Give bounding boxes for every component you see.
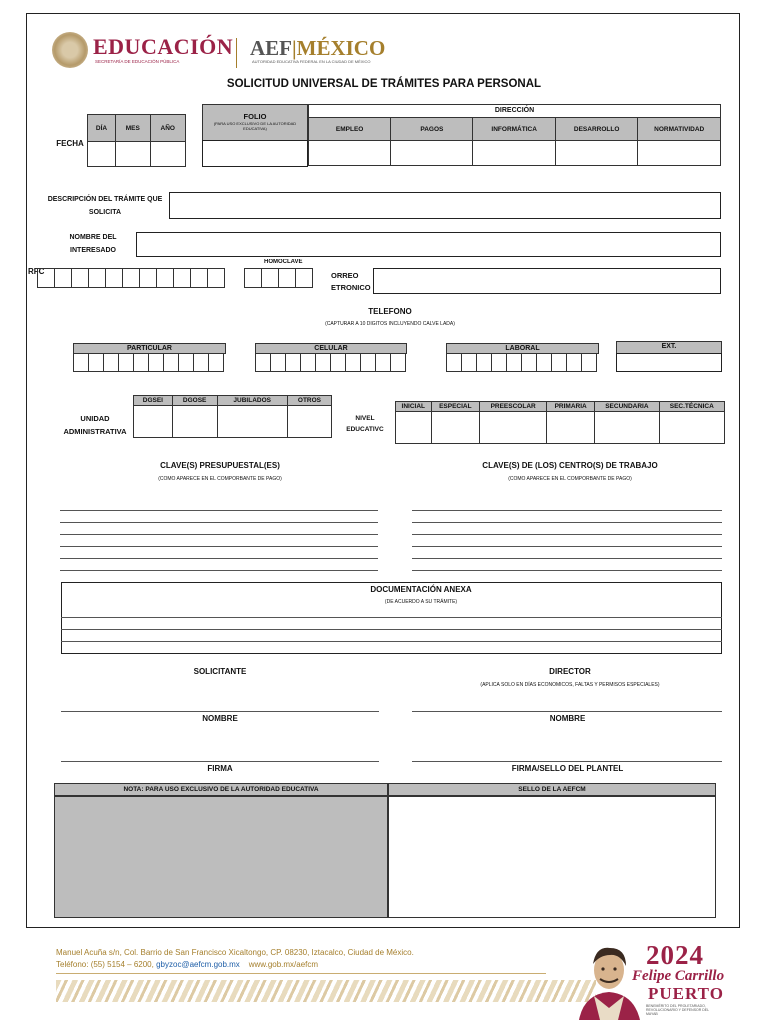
brand-mexico-text: MÉXICO	[296, 36, 386, 60]
dir-empleo-check[interactable]	[309, 141, 391, 166]
director-note: (APLICA SOLO EN DÍAS ECONOMICOS, FALTAS Y PERMISOS ESPECIALES)	[480, 682, 660, 688]
unidad-otros-check[interactable]	[287, 406, 331, 438]
clave-presupuestal-line[interactable]	[60, 534, 378, 535]
nombre-input[interactable]	[136, 232, 721, 257]
clave-presupuestal-line[interactable]	[60, 546, 378, 547]
nivel-inicial-check[interactable]	[396, 412, 432, 444]
sep-seal-icon	[52, 32, 88, 68]
brand-aef: AEF|MÉXICO	[250, 36, 386, 60]
telefono-note: (CAPTURAR A 10 DIGITOS INCLUYENDO CALVE LADA)	[325, 321, 455, 327]
documentacion-line[interactable]	[61, 641, 722, 642]
unidad-label-1: UNIDAD	[80, 414, 110, 423]
nota-right-header: SELLO DE LA AEFCM	[388, 783, 716, 796]
descripcion-label-1: DESCRIPCIÓN DEL TRÁMITE QUE	[47, 196, 163, 203]
dir-empleo: EMPLEO	[309, 118, 391, 141]
ext-label: EXT.	[616, 341, 722, 354]
footer-pattern	[56, 980, 596, 1002]
nivel-sec-tecnica: SEC.TÉCNICA	[659, 402, 724, 412]
fecha-dia: DÍA	[88, 115, 116, 142]
firma-right-label: FIRMA/SELLO DEL PLANTEL	[511, 764, 624, 773]
nombre-right-label: NOMBRE	[549, 714, 586, 723]
footer-web[interactable]: www.gob.mx/aefcm	[248, 960, 319, 969]
fecha-label: FECHA	[56, 139, 84, 148]
nivel-especial: ESPECIAL	[431, 402, 480, 412]
unidad-otros: OTROS	[287, 396, 331, 406]
correo-label-1: ORREO	[331, 271, 359, 280]
documentacion-label: DOCUMENTACIÓN ANEXA	[370, 585, 472, 594]
unidad-jubilados: JUBILADOS	[217, 396, 287, 406]
nombre-label-1: NOMBRE DEL	[69, 234, 117, 241]
nivel-inicial: INICIAL	[396, 402, 432, 412]
dir-normatividad: NORMATIVIDAD	[638, 118, 721, 141]
footer-address: Manuel Acuña s/n, Col. Barrio de San Francisco Xicaltongo, CP. 08230, Iztacalco, Ciudad de México.	[56, 948, 414, 957]
fecha-mes: MES	[115, 115, 150, 142]
solicitante-label: SOLICITANTE	[193, 667, 247, 676]
nivel-secundaria: SECUNDARIA	[595, 402, 659, 412]
footer-tag: BENEMÉRITO DEL PROLETARIADO, REVOLUCIONARIO Y DEFENSOR DEL MAYAB	[646, 1004, 709, 1016]
nombre-director-line[interactable]	[412, 711, 722, 712]
unidad-dgose-check[interactable]	[172, 406, 217, 438]
nivel-sec-tecnica-check[interactable]	[659, 412, 724, 444]
brand-aef-text: AEF	[250, 36, 292, 60]
telefono-label: TELEFONO	[368, 307, 412, 316]
dir-desarrollo: DESARROLLO	[555, 118, 637, 141]
fecha-ano: AÑO	[150, 115, 185, 142]
director-label: DIRECTOR	[549, 667, 591, 676]
documentacion-line[interactable]	[61, 617, 722, 618]
particular-label: PARTICULAR	[73, 343, 226, 354]
brand-educacion: EDUCACIÓN	[93, 34, 234, 59]
nivel-especial-check[interactable]	[431, 412, 480, 444]
celular-cells[interactable]	[256, 353, 406, 372]
rfc-label: RFC	[28, 267, 45, 276]
direccion-table	[308, 117, 721, 166]
particular-cells[interactable]	[74, 353, 224, 372]
homoclave-cells[interactable]	[245, 268, 313, 288]
footer-contact	[56, 960, 318, 969]
footer-name-1: Felipe Carrillo	[632, 968, 725, 984]
brand-aef-sub: AUTORIDAD EDUCATIVA FEDERAL EN LA CIUDAD DE MÉXICO	[252, 59, 371, 64]
nivel-preescolar: PREESCOLAR	[480, 402, 547, 412]
laboral-cells[interactable]	[447, 353, 597, 372]
fecha-ano-input[interactable]	[150, 142, 185, 167]
footer-year: 2024	[646, 940, 704, 970]
folio-header	[202, 104, 308, 141]
fecha-mes-input[interactable]	[115, 142, 150, 167]
nombre-solicitante-line[interactable]	[61, 711, 379, 712]
clave-centro-line[interactable]	[412, 558, 722, 559]
unidad-dgsei: DGSEI	[134, 396, 173, 406]
dir-informatica-check[interactable]	[473, 141, 555, 166]
direccion-header: DIRECCIÓN	[308, 104, 721, 118]
correo-input[interactable]	[373, 268, 721, 294]
folio-note: (PARA USO EXCLUSIVO DE LA AUTORIDAD EDUCATIVA)	[213, 121, 297, 131]
unidad-dgsei-check[interactable]	[134, 406, 173, 438]
folio-label: FOLIO	[243, 112, 267, 121]
correo-label-2: ETRONICO	[331, 283, 371, 292]
clave-presupuestal-line[interactable]	[60, 522, 378, 523]
folio-input[interactable]	[202, 140, 308, 167]
clave-centro-note: (COMO APARECE EN EL COMPORBANTE DE PAGO)	[508, 476, 632, 482]
firma-left-label: FIRMA	[207, 764, 233, 773]
dir-informatica: INFORMÁTICA	[473, 118, 555, 141]
clave-centro-line[interactable]	[412, 522, 722, 523]
unidad-dgose: DGOSE	[172, 396, 217, 406]
nivel-primaria: PRIMARIA	[547, 402, 595, 412]
nivel-label-1: NIVEL	[355, 415, 375, 422]
footer-email[interactable]: gbyzoc@aefcm.gob.mx	[156, 960, 240, 969]
clave-presupuestal-line[interactable]	[60, 558, 378, 559]
footer-gold-line	[56, 973, 546, 974]
documentacion-note: (DE ACUERDO A SU TRÁMITE)	[384, 599, 458, 605]
documentacion-line[interactable]	[61, 629, 722, 630]
sello-area[interactable]	[388, 796, 716, 918]
unidad-label-2: ADMINISTRATIVA	[63, 427, 127, 436]
footer-name-2: PUERTO	[648, 984, 724, 1003]
celular-label: CELULAR	[255, 343, 407, 354]
rfc-cells[interactable]	[38, 268, 225, 288]
clave-centro-line[interactable]	[412, 534, 722, 535]
dir-desarrollo-check[interactable]	[555, 141, 637, 166]
unidad-table	[133, 395, 332, 438]
clave-centro-label: CLAVE(S) DE (LOS) CENTRO(S) DE TRABAJO	[482, 461, 658, 470]
clave-centro-line[interactable]	[412, 510, 722, 511]
nivel-preescolar-check[interactable]	[480, 412, 547, 444]
dir-normatividad-check[interactable]	[638, 141, 721, 166]
dir-pagos-check[interactable]	[391, 141, 473, 166]
nota-left-header: NOTA: PARA USO EXCLUSIVO DE LA AUTORIDAD EDUCATIVA	[54, 783, 388, 796]
form-title: SOLICITUD UNIVERSAL DE TRÁMITES PARA PERSONAL	[226, 78, 542, 90]
descripcion-input[interactable]	[169, 192, 721, 219]
firma-director-line[interactable]	[412, 761, 722, 762]
nivel-table	[395, 401, 725, 444]
nivel-primaria-check[interactable]	[547, 412, 595, 444]
brand-educacion-sub: SECRETARÍA DE EDUCACIÓN PÚBLICA	[95, 59, 180, 64]
fecha-table	[87, 114, 186, 167]
homoclave-label: HOMOCLAVE	[264, 259, 303, 265]
firma-solicitante-line[interactable]	[61, 761, 379, 762]
fecha-dia-input[interactable]	[88, 142, 116, 167]
nota-left-area	[54, 796, 388, 918]
nombre-left-label: NOMBRE	[202, 714, 238, 723]
clave-presupuestal-note: (COMO APARECE EN EL COMPORBANTE DE PAGO)	[158, 476, 282, 482]
laboral-label: LABORAL	[446, 343, 599, 354]
clave-centro-line[interactable]	[412, 546, 722, 547]
clave-presupuestal-label: CLAVE(S) PRESUPUESTAL(ES)	[160, 461, 280, 470]
nivel-secundaria-check[interactable]	[595, 412, 659, 444]
dir-pagos: PAGOS	[391, 118, 473, 141]
nivel-label-2: EDUCATIVC	[346, 426, 384, 433]
descripcion-label-2: SOLICITA	[88, 209, 122, 216]
ext-input[interactable]	[616, 353, 722, 372]
clave-presupuestal-line[interactable]	[60, 510, 378, 511]
unidad-jubilados-check[interactable]	[217, 406, 287, 438]
clave-presupuestal-line[interactable]	[60, 570, 378, 571]
footer-phone: Teléfono: (55) 5154 – 6200,	[56, 960, 154, 969]
brand-divider	[236, 38, 237, 68]
nombre-label-2: INTERESADO	[70, 247, 116, 254]
clave-centro-line[interactable]	[412, 570, 722, 571]
